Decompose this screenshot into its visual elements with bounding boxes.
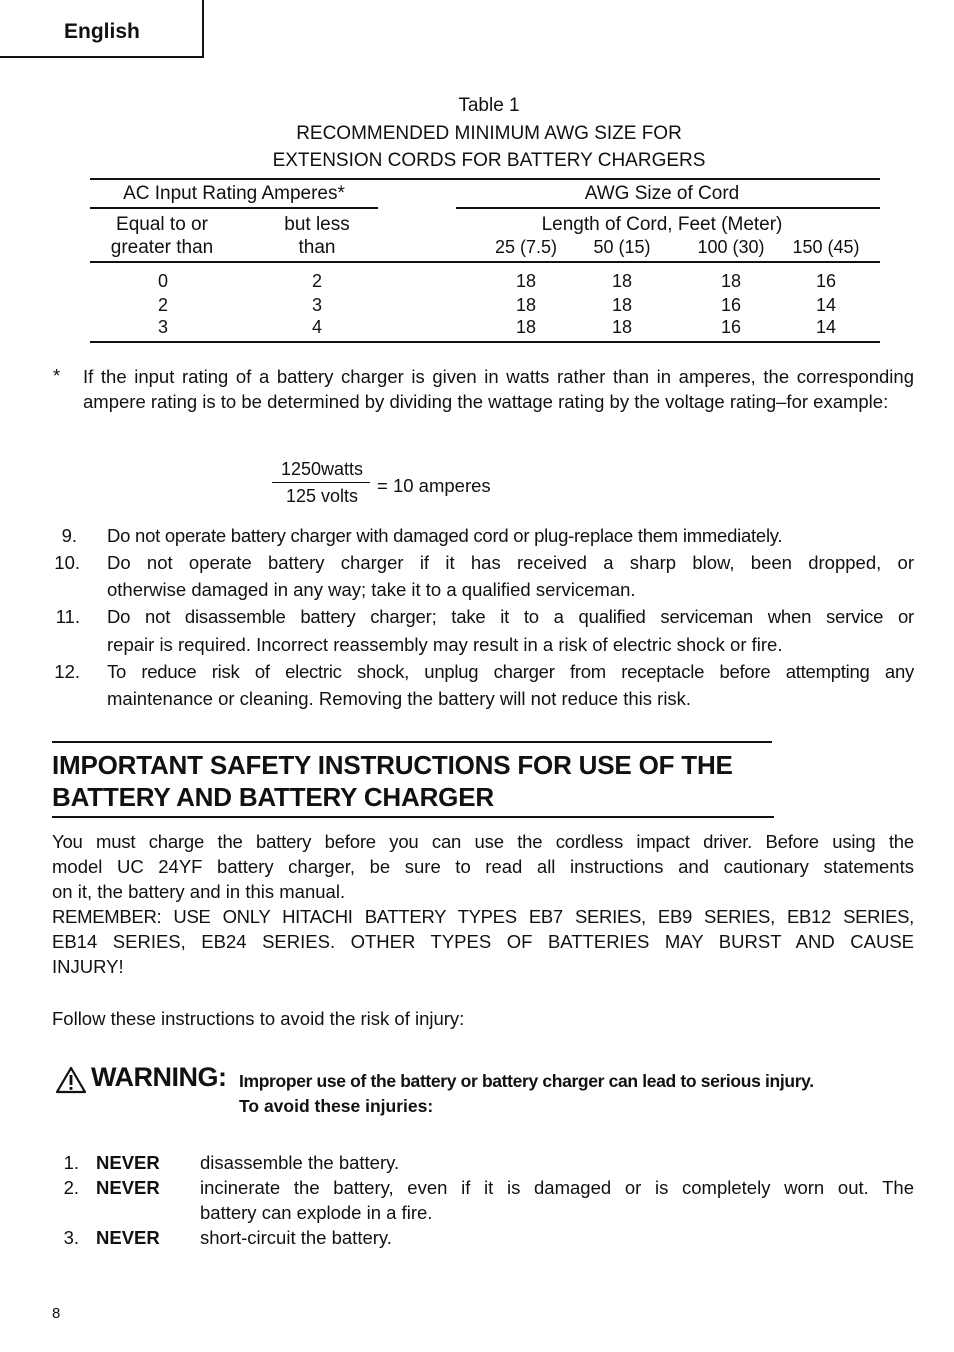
table-cell: 18 [611,295,633,315]
list-item-line: battery can explode in a fire. [200,1202,433,1223]
list-item-number: 1. [63,1152,79,1173]
list-item-line: Do not operate battery charger if it has received a sharp blow, been dropped, or [107,552,914,573]
subheader-length-title: Length of Cord, Feet (Meter) [541,214,783,235]
table-cell: 3 [157,317,168,337]
table-group-rule-left [90,207,378,209]
intro-line: REMEMBER: USE ONLY HITACHI BATTERY TYPES EB7 SERIES, EB9 SERIES, EB12 SERIES, [52,906,914,927]
never-keyword: NEVER [96,1177,160,1198]
subheader-col2-line-2: than [298,237,336,258]
table-caption-line-3: EXTENSION CORDS FOR BATTERY CHARGERS [272,150,706,171]
table-cell: 4 [311,317,322,337]
table-cell: 2 [157,295,168,315]
list-item-line: disassemble the battery. [200,1152,400,1173]
table-top-rule [90,178,880,180]
warning-triangle-icon [55,1066,87,1094]
intro-line: on it, the battery and in this manual. [52,881,346,902]
table-header-rule [90,261,880,263]
list-item-line: incinerate the battery, even if it is damaged or is completely worn out. The [200,1177,914,1198]
section-heading-line-1: IMPORTANT SAFETY INSTRUCTIONS FOR USE OF THE [52,750,733,780]
list-item-line: maintenance or cleaning. Removing the battery will not reduce this risk. [107,688,692,709]
table-cell: 16 [815,271,837,291]
list-item-number: 2. [63,1177,79,1198]
table-cell: 18 [611,317,633,337]
intro-line: You must charge the battery before you can use the cordless impact driver. Before using the [52,831,914,852]
follow-instructions-text: Follow these instructions to avoid the risk of injury: [52,1008,465,1029]
list-item-number: 10. [54,552,80,573]
never-keyword: NEVER [96,1227,160,1248]
subheader-length-100: 100 (30) [697,237,765,257]
subheader-length-50: 50 (15) [593,237,651,257]
list-item-line: To reduce risk of electric shock, unplug charger from receptacle before attempting any [107,661,914,682]
table-cell: 18 [515,295,537,315]
table-group-rule-right [456,207,880,209]
page-number: 8 [52,1305,61,1322]
subheader-col1-line-2: greater than [110,237,214,258]
intro-line: EB14 SERIES, EB24 SERIES. OTHER TYPES OF BATTERIES MAY BURST AND CAUSE [52,931,914,952]
warning-text-line-2: To avoid these injuries: [239,1096,434,1116]
table-bottom-rule [90,341,880,343]
section-heading-line-2: BATTERY AND BATTERY CHARGER [52,782,494,812]
list-item-number: 9. [61,525,77,546]
never-keyword: NEVER [96,1152,160,1173]
table-cell: 18 [611,271,633,291]
heading-bottom-rule [52,816,774,818]
table-cell: 18 [720,271,742,291]
table-cell: 2 [311,271,322,291]
subheader-col2-line-1: but less [284,214,350,235]
table-caption-line-1: Table 1 [458,95,520,116]
list-item-number: 11. [55,606,80,627]
formula-denominator: 125 volts [285,486,359,506]
list-item-number: 3. [63,1227,79,1248]
table-cell: 16 [720,295,742,315]
list-item-number: 12. [54,661,80,682]
footnote-text: If the input rating of a battery charger is given in watts rather than in amperes, the corresponding ampere rating is to be determined by dividing the wattage rating by the voltage rating–for example: [83,366,914,412]
list-item-line: Do not disassemble battery charger; take it to a qualified serviceman when service or [107,606,914,627]
list-item-line: otherwise damaged in any way; take it to a qualified serviceman. [107,579,636,600]
formula-result: = 10 amperes [377,475,491,496]
table-cell: 16 [720,317,742,337]
table-cell: 3 [311,295,322,315]
list-item-line: repair is required. Incorrect reassembly may result in a risk of electric shock or fire. [107,634,783,655]
table-cell: 18 [515,317,537,337]
table-cell: 14 [815,317,837,337]
warning-label: WARNING: [91,1062,227,1092]
group-header-ampere-rating: AC Input Rating Amperes* [123,183,345,204]
group-header-awg-size: AWG Size of Cord [584,183,740,204]
list-item-line: short-circuit the battery. [200,1227,392,1248]
subheader-length-150: 150 (45) [792,237,860,257]
language-label: English [64,20,140,43]
list-item-line: Do not operate battery charger with damaged cord or plug-replace them immediately. [107,525,783,546]
formula-numerator: 1250watts [280,459,364,479]
heading-top-rule [52,741,772,743]
table-cell: 14 [815,295,837,315]
warning-text-line-1: Improper use of the battery or battery charger can lead to serious injury. [239,1071,814,1091]
table-cell: 0 [157,271,168,291]
subheader-length-25: 25 (7.5) [494,237,558,257]
intro-line: INJURY! [52,956,124,977]
footnote-marker: * [53,365,61,386]
subheader-col1-line-1: Equal to or [116,214,208,235]
table-caption-line-2: RECOMMENDED MINIMUM AWG SIZE FOR [296,123,682,144]
intro-line: model UC 24YF battery charger, be sure to read all instructions and cautionary statements [52,856,914,877]
table-cell: 18 [515,271,537,291]
formula-fraction-bar [272,482,370,483]
